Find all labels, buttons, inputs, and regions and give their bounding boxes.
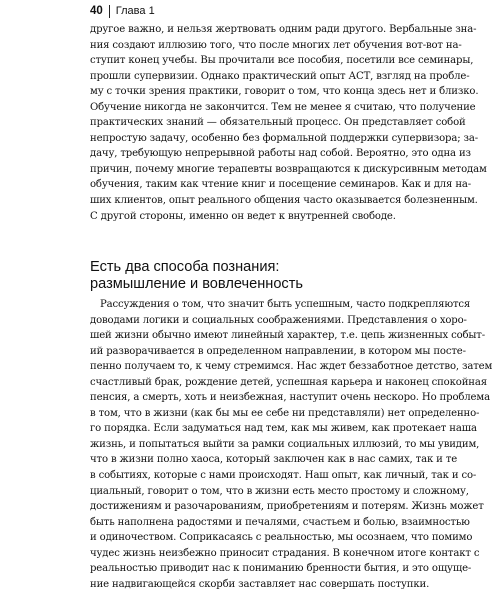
text-line: чудес жизнь неизбежно приносит страдания. В конечном итоге контакт с	[90, 547, 480, 559]
text-line: С другой стороны, именно он ведет к внутренней свободе.	[90, 210, 396, 222]
text-line: Обучение никогда не закончится. Тем не менее я считаю, что получение	[90, 101, 476, 113]
text-line: практических знаний — обязательный процесс. Он представляет собой	[90, 117, 466, 129]
text-line: причин, почему многие терапевты возвращаются к дискурсивным методам	[90, 163, 487, 175]
paragraph-1	[90, 22, 487, 224]
text-line: в событиях, которые с нами происходят. Наш опыт, как личный, так и со-	[90, 470, 477, 482]
text-line: доводами логики и социальных соображениями. Представления о хоро-	[90, 314, 467, 326]
text-line: жизнь, и попытаться выйти за рамки социальных иллюзий, то мы увидим,	[90, 438, 480, 450]
text-line: дачу, требующую непрерывной работы над собой. Вероятно, это одна из	[90, 148, 471, 160]
text-line: что в жизни полно хаоса, который заключен как в нас самих, так и те	[90, 454, 458, 466]
text-line: достижениям и разочарованиям, приобретениям и потерям. Жизнь может	[90, 501, 484, 513]
text-line: циальный, говорит о том, что в жизни есть место простому и сложному,	[90, 485, 469, 497]
text-line: прошли супервизии. Однако практический опыт АСТ, взгляд на пробле-	[90, 70, 470, 82]
text-line: обучения, таким как чтение книг и посещение семинаров. Как и для на-	[90, 179, 472, 191]
text-line: ступит конец учебы. Вы прочитали все пособия, посетили все семинары,	[90, 55, 474, 67]
text-line: пенно получаем то, к чему стремимся. Нас ждет беззаботное детство, затем	[90, 361, 493, 373]
text-line: шей жизни обычно имеют линейный характер, т.е. цепь жизненных событ-	[90, 330, 486, 342]
section-heading	[90, 259, 420, 293]
text-line: Рассуждения о том, что значит быть успешным, часто подкрепляются	[100, 299, 471, 310]
text-line: пенсия, а смерть, хоть и неизбежная, наступит очень нескоро. Но проблема	[90, 392, 490, 404]
text-line: и одиночеством. Соприкасаясь с реальностью, мы осознаем, что помимо	[90, 532, 473, 544]
text-line: ние надвигающейся скорби заставляет нас совершать поступки.	[90, 578, 430, 590]
text-line: ий разворачивается в определенном направлении, в котором мы посте-	[90, 345, 466, 357]
text-line: быть наполнена радостями и печалями, счастьем и болью, взаимностью	[90, 516, 470, 528]
text-line: реальностью приводит нас к пониманию бренности бытия, и это ощуще-	[90, 563, 472, 575]
text-line: в том, что в жизни (как бы мы ее себе ни представляли) нет определенно-	[90, 407, 480, 419]
paragraph-2	[90, 297, 493, 592]
text-line: другое важно, и нельзя жертвовать одним ради другого. Вербальные зна-	[90, 24, 477, 35]
heading-line: размышление и вовлеченность	[90, 276, 304, 292]
text-line: непростую задачу, особенно без формальной поддержки супервизора; за-	[90, 132, 479, 144]
text-line: го порядка. Если задуматься над тем, как мы живем, как протекает наша	[90, 423, 477, 435]
heading-line: Есть два способа познания:	[90, 259, 280, 275]
chapter-title: Глава 1	[115, 4, 155, 17]
text-line: му с точки зрения практики, говорит о том, что конца здесь нет и близко.	[90, 86, 479, 98]
page-number: 40	[90, 5, 110, 18]
text-line: ших клиентов, опыт реального общения часто оказывается болезненным.	[90, 195, 478, 207]
text-line: ния создают иллюзию того, что после многих лет обучения вот-вот на-	[90, 39, 462, 51]
text-line: счастливый брак, рождение детей, успешная карьера и наконец спокойная	[90, 376, 487, 388]
running-header	[90, 4, 420, 18]
